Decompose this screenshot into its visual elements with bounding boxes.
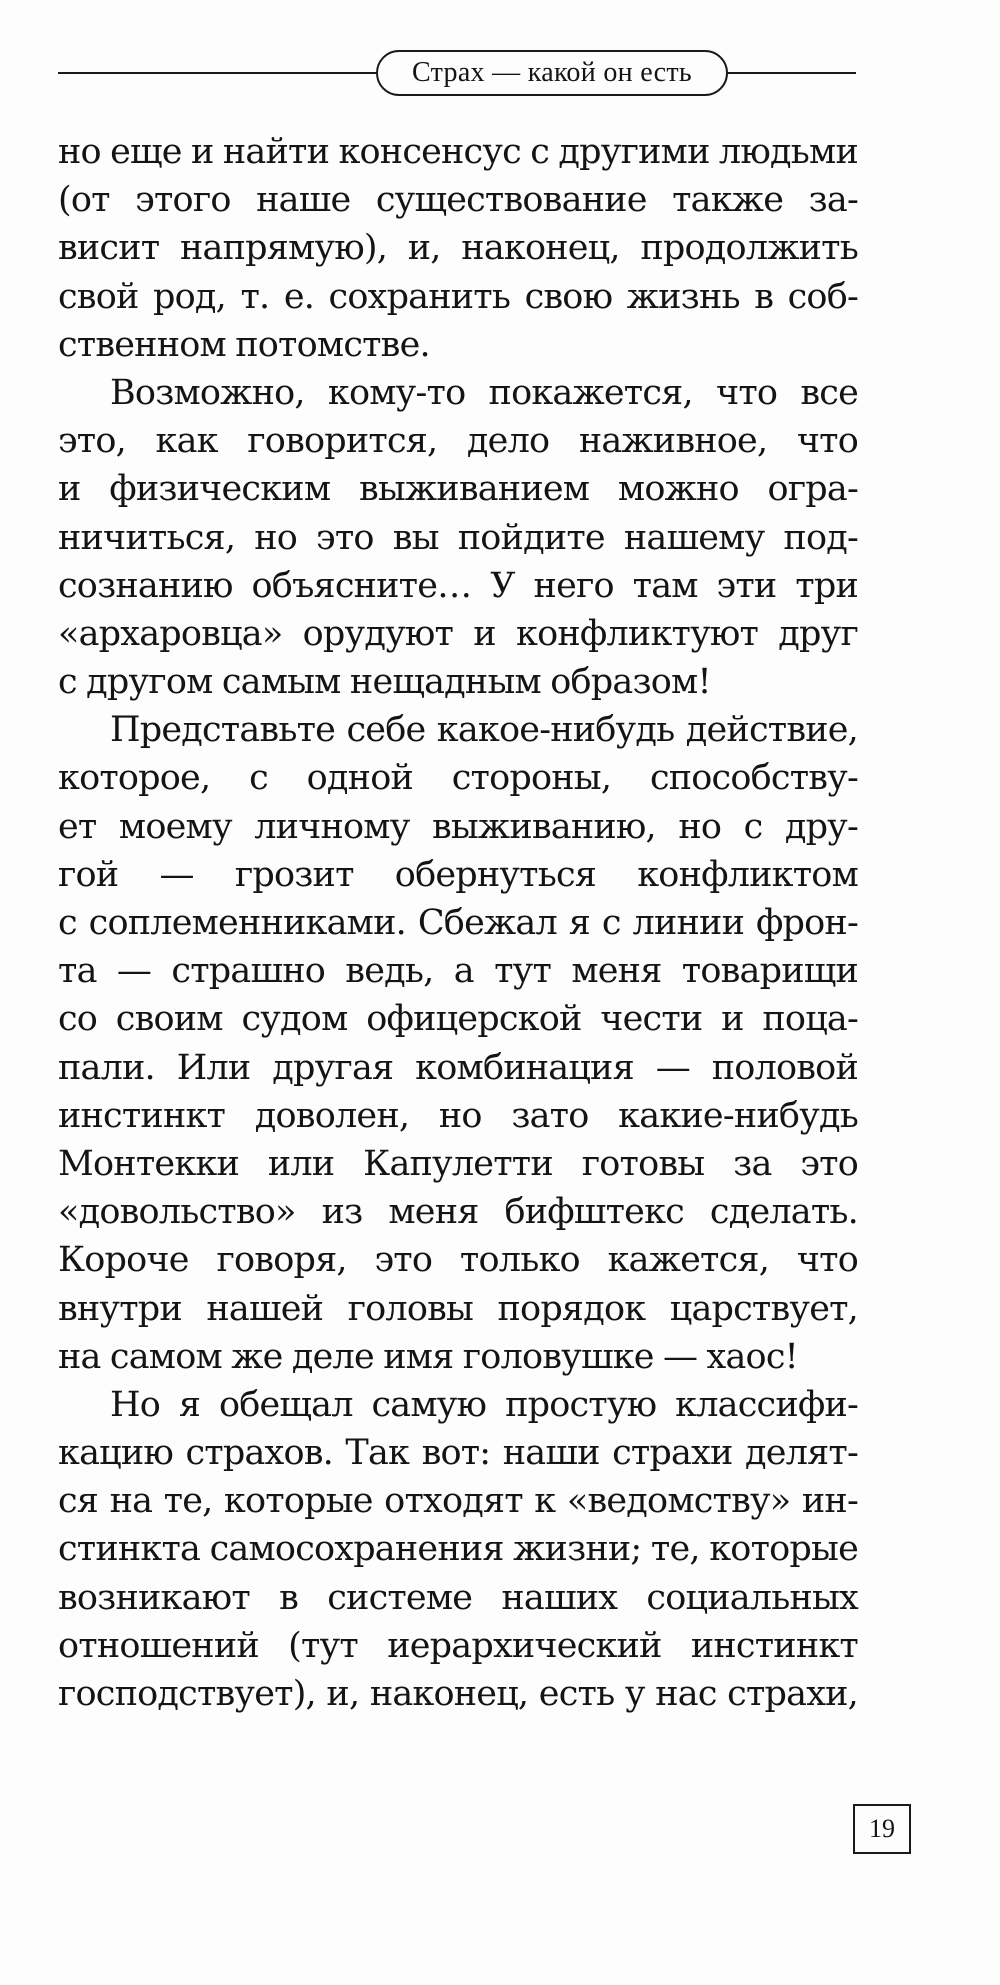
text-line: на самом же деле имя головушке — хаос! [58, 1336, 798, 1377]
body-text [58, 128, 858, 1718]
text-line: кацию страхов. Так вот: наши страхи делят- [58, 1433, 858, 1474]
text-line: это, как говорится, дело наживное, что [58, 421, 858, 462]
text-line: но еще и найти консенсус с другими людьми [58, 132, 858, 172]
text-line: с другом самым нещадным образом! [58, 662, 711, 703]
text-line: ничиться, но это вы пойдите нашему под- [58, 517, 858, 558]
text-line: Представьте себе какое-нибудь действие, [110, 710, 858, 751]
text-line: (от этого наше существование также за- [58, 180, 858, 221]
text-line: стинкта самосохранения жизни; те, которые [58, 1529, 858, 1570]
text-line: со своим судом офицерской чести и поца- [58, 999, 858, 1040]
header-rule-right [710, 72, 856, 74]
text-line: внутри нашей головы порядок царствует, [58, 1288, 858, 1329]
text-line: та — страшно ведь, а тут меня товарищи [58, 951, 858, 992]
text-line: ся на те, которые отходят к «ведомству» ин- [58, 1481, 858, 1522]
text-line: и физическим выживанием можно огра- [58, 469, 858, 510]
text-line: господствует), и, наконец, есть у нас страхи, [58, 1674, 858, 1714]
running-header-title: Страх — какой он есть [376, 50, 728, 96]
text-line: Возможно, кому-то покажется, что все [110, 372, 858, 413]
header-rule-left [58, 72, 394, 74]
text-line: сознанию объясните… У него там эти три [58, 565, 858, 606]
text-line: свой род, т. е. сохранить свою жизнь в соб- [58, 276, 858, 317]
text-line: инстинкт доволен, но зато какие-нибудь [58, 1095, 858, 1136]
text-line: ственном потомстве. [58, 324, 430, 365]
running-header [58, 50, 856, 96]
text-line: гой — грозит обернуться конфликтом [58, 854, 858, 895]
page-number: 19 [853, 1804, 911, 1854]
text-line: отношений (тут иерархический инстинкт [58, 1625, 858, 1666]
text-line: ет моему личному выживанию, но с дру- [58, 806, 858, 847]
text-line: возникают в системе наших социальных [58, 1577, 858, 1618]
text-line: с соплеменниками. Сбежал я с линии фрон- [58, 903, 858, 943]
text-line: Короче говоря, это только кажется, что [58, 1240, 858, 1281]
text-line: «довольство» из меня бифштекс сделать. [58, 1192, 858, 1233]
text-line: Монтекки или Капулетти готовы за это [58, 1143, 858, 1184]
text-line: пали. Или другая комбинация — половой [58, 1047, 858, 1088]
text-line: которое, с одной стороны, способству- [58, 758, 858, 799]
text-line: Но я обещал самую простую классифи- [110, 1384, 858, 1425]
text-line: «архаровца» орудуют и конфликтуют друг [58, 613, 858, 654]
text-line: висит напрямую), и, наконец, продолжить [58, 228, 858, 269]
